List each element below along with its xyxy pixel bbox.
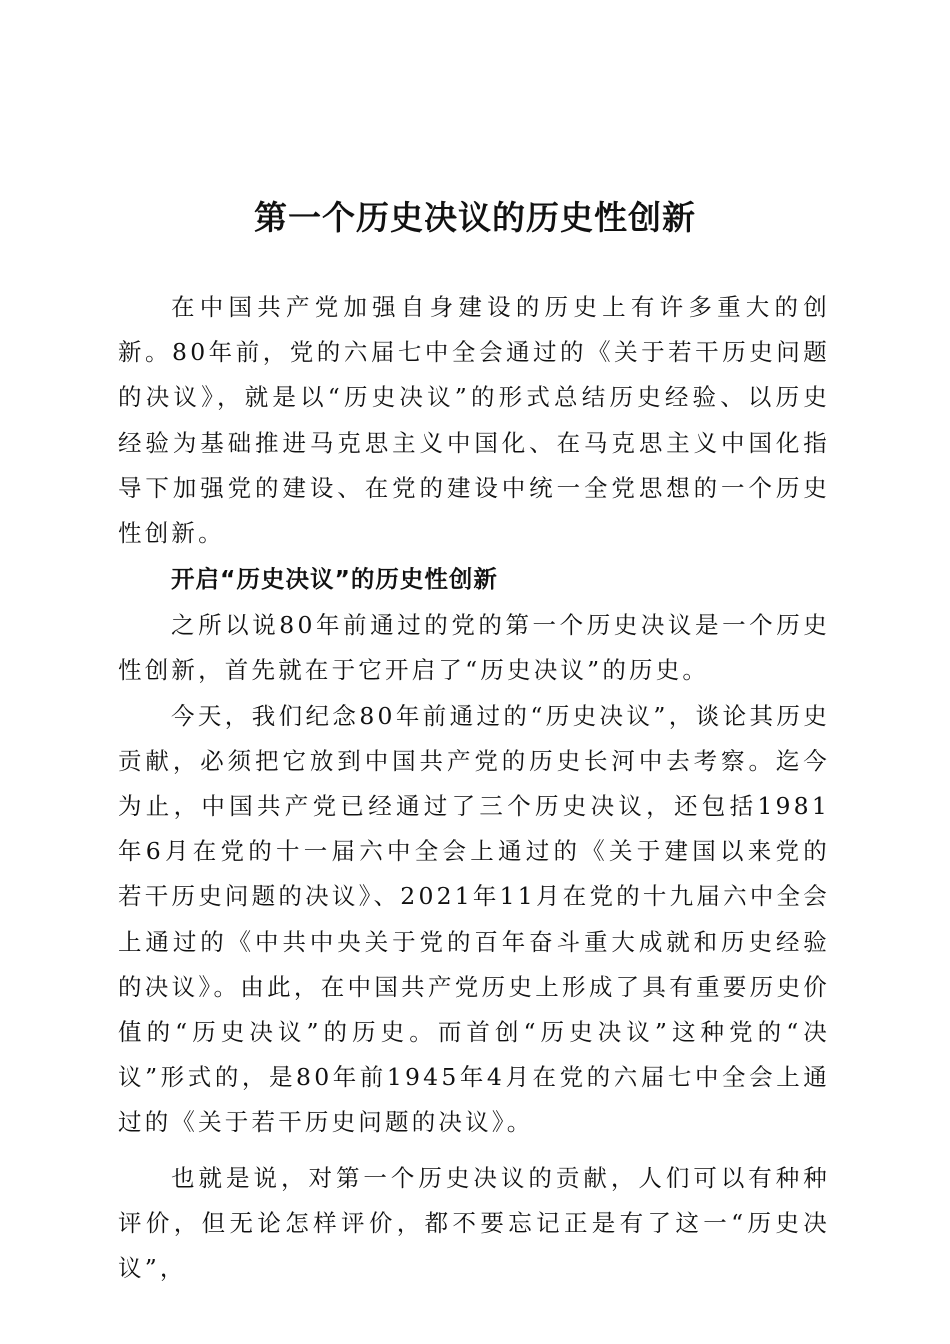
document-title: 第一个历史决议的历史性创新 [254, 198, 696, 237]
section-heading: 开启“历史决议”的历史性创新 [171, 565, 498, 594]
paragraph-first-resolution: 之所以说80年前通过的党的第一个历史决议是一个历史性创新，首先就在于它开启了“历史决议”的历史。 [118, 611, 830, 685]
paragraph-evaluation: 也就是说，对第一个历史决议的贡献，人们可以有种种评价，但无论怎样评价，都不要忘记正是有了这一“历史决议”， [118, 1163, 830, 1283]
document-body [118, 285, 830, 1291]
paragraph-intro: 在中国共产党加强自身建设的历史上有许多重大的创新。80年前，党的六届七中全会通过的《关于若干历史问题的决议》，就是以“历史决议”的形式总结历史经验、以历史经验为基础推进马克思主义中国化、在马克思主义中国化指导下加强党的建设、在党的建设中统一全党思想的一个历史性创新。 [118, 293, 830, 548]
paragraph-three-resolutions: 今天，我们纪念80年前通过的“历史决议”，谈论其历史贡献，必须把它放到中国共产党的历史长河中去考察。迄今为止，中国共产党已经通过了三个历史决议，还包括1981年6月在党的十一届六中全会上通过的《关于建国以来党的若干历史问题的决议》、2021年11月在党的十九届六中全会上通过的《中共中央关于党的百年奋斗重大成就和历史经验的决议》。由此，在中国共产党历史上形成了具有重要历史价值的“历史决议”的历史。而首创“历史决议”这种党的“决议”形式的，是80年前1945年4月在党的六届七中全会上通过的《关于若干历史问题的决议》。 [118, 701, 830, 1137]
